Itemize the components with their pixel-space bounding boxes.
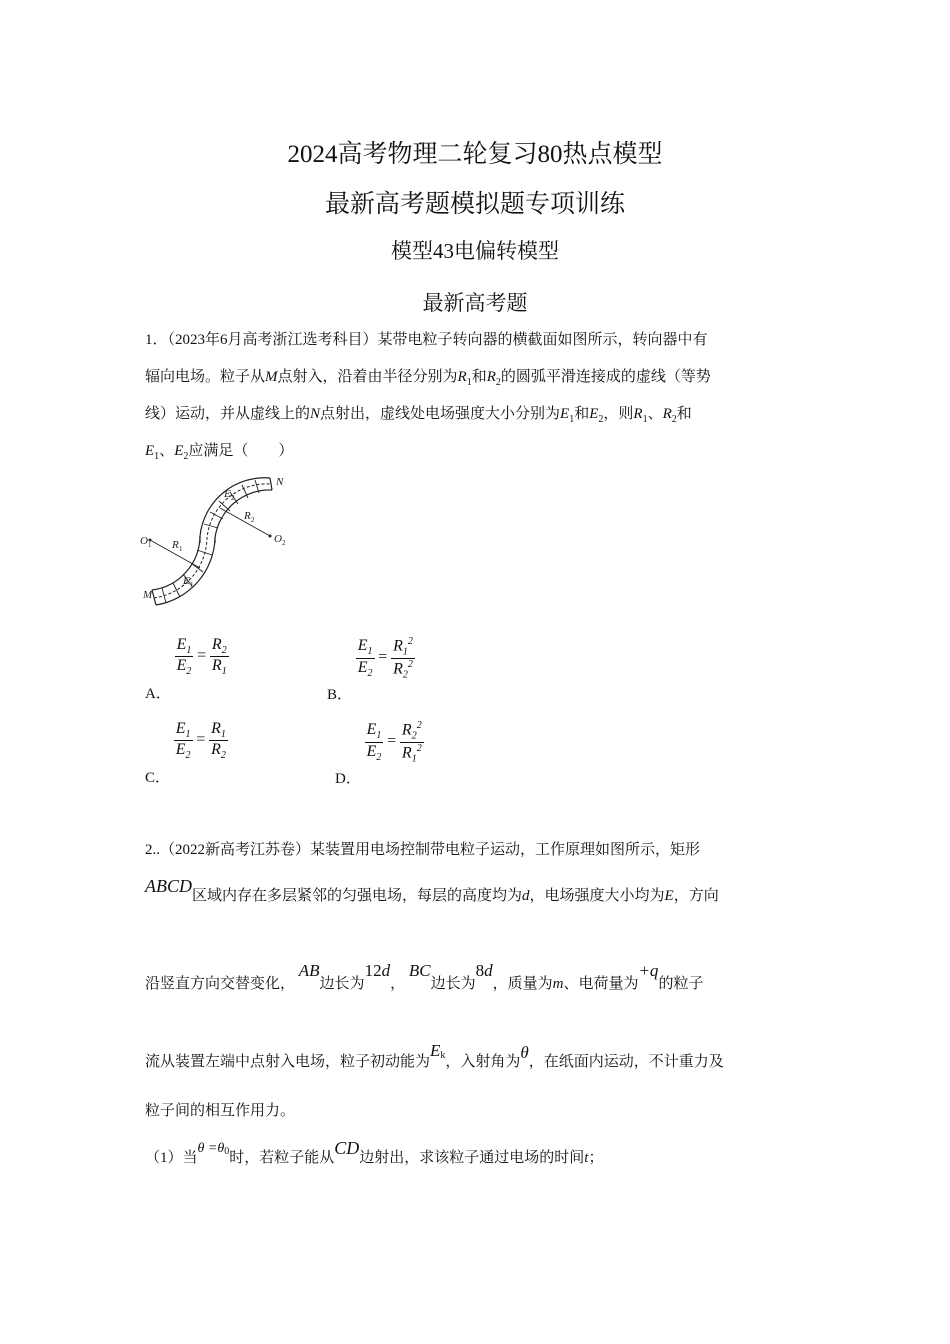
q1-line-1: 1．（2023年6月高考浙江选考科目）某带电粒子转向器的横截面如图所示，转向器中有 [145, 332, 708, 348]
option-b-rhs: $\frac{R_1^2}{R_2^2}$ [393, 636, 413, 681]
fig-label-e1-sub: 1 [190, 581, 194, 589]
q2-line-3: 沿竖直方向交替变化， AB边长为12d， BC边长为8d，质量为m、电荷量为+q的粒子 [145, 961, 704, 992]
option-c-lhs: $\frac{E_1}{E_2}$ [175, 720, 191, 762]
q2-line-5: 粒子间的相互作用力。 [145, 1103, 296, 1119]
q2-line-1: 2..（2022新高考江苏卷）某装置用电场控制带电粒子运动，工作原理如图所示，矩形 [145, 842, 701, 858]
option-a-lhs: $\frac{E_1}{E_2}$ [176, 636, 192, 678]
q2-line-4: 流从装置左端中点射入电场，粒子初动能为$E_k$，入射角为θ，在纸面内运动，不计重力及 [145, 1041, 724, 1070]
option-a-rhs: $\frac{R_2}{R_1}$ [211, 636, 227, 678]
o2-point [269, 535, 272, 538]
option-b-lhs: $\frac{E_1}{E_2}$ [357, 637, 373, 679]
fig-label-e2-main: E [224, 488, 231, 500]
document-title: 2024高考物理二轮复习80热点模型 [287, 141, 663, 168]
option-d-rhs: $\frac{R_2^2}{R_1^2}$ [401, 720, 422, 765]
fig-label-o1-main: O [140, 535, 148, 547]
option-d[interactable]: D． $\frac{E_1}{E_2}$ = $\frac{R_2^2}{R_1^2}$ [335, 720, 422, 788]
option-a[interactable]: A． $\frac{E_1}{E_2}$ = $\frac{R_2}{R_1}$ [145, 636, 227, 703]
option-b[interactable]: B． $\frac{E_1}{E_2}$ = $\frac{R_1^2}{R_2^2}$ [327, 636, 413, 704]
fig-label-r1-sub: 1 [179, 545, 183, 553]
fig-label-e2-sub: 2 [231, 494, 235, 502]
q2-line-2: ABCD区域内存在多层紧邻的匀强电场，每层的高度均为d，电场强度大小均为E，方向 [145, 876, 719, 904]
q1-line-4: $E_1$、$E_2$应满足（ ） [145, 443, 294, 462]
document-subtitle: 最新高考题模拟题专项训练 [324, 191, 625, 218]
q1-number: 1． [145, 332, 168, 348]
fig-label-o1-sub: 1 [148, 541, 152, 549]
q1-deflector-figure [140, 468, 300, 608]
option-c-rhs: $\frac{R_1}{R_2}$ [211, 720, 226, 762]
section-title: 最新高考题 [422, 291, 528, 315]
option-c[interactable]: C． $\frac{E_1}{E_2}$ = $\frac{R_1}{R_2}$ [145, 720, 226, 787]
q2-subquestion-1: （1）当$\theta =\theta_0$时，若粒子能从CD边射出，求该粒子通过电场的时间t； [145, 1138, 604, 1166]
fig-label-n: N [276, 476, 284, 488]
fig-label-r2-main: R [244, 510, 251, 522]
model-title: 模型43电偏转模型 [391, 239, 559, 263]
fig-label-e1-main: E [183, 575, 190, 587]
fig-label-m: M [143, 589, 153, 601]
q2-source: （2022新高考江苏卷） [160, 842, 311, 858]
fig-label-r2-sub: 2 [251, 516, 255, 524]
option-d-lhs: $\frac{E_1}{E_2}$ [366, 721, 382, 763]
fig-label-o2-sub: 2 [282, 539, 286, 547]
fig-label-o2-main: O [274, 533, 282, 545]
upper-inner-arc [200, 478, 270, 536]
q2-number: 2.. [145, 842, 160, 858]
q1-line-2: 辐向电场。粒子从M点射入，沿着由半径分别为$R_1$和$R_2$的圆弧平滑连接成的虚线（等势 [145, 369, 711, 388]
fig-label-r1-main: R [172, 539, 179, 551]
q1-source: （2023年6月高考浙江选考科目） [167, 332, 378, 348]
q1-line-3: 线）运动，并从虚线上的N点射出，虚线处电场强度大小分别为$E_1$和$E_2$，则$R_1$、$R_2$和 [145, 406, 692, 425]
